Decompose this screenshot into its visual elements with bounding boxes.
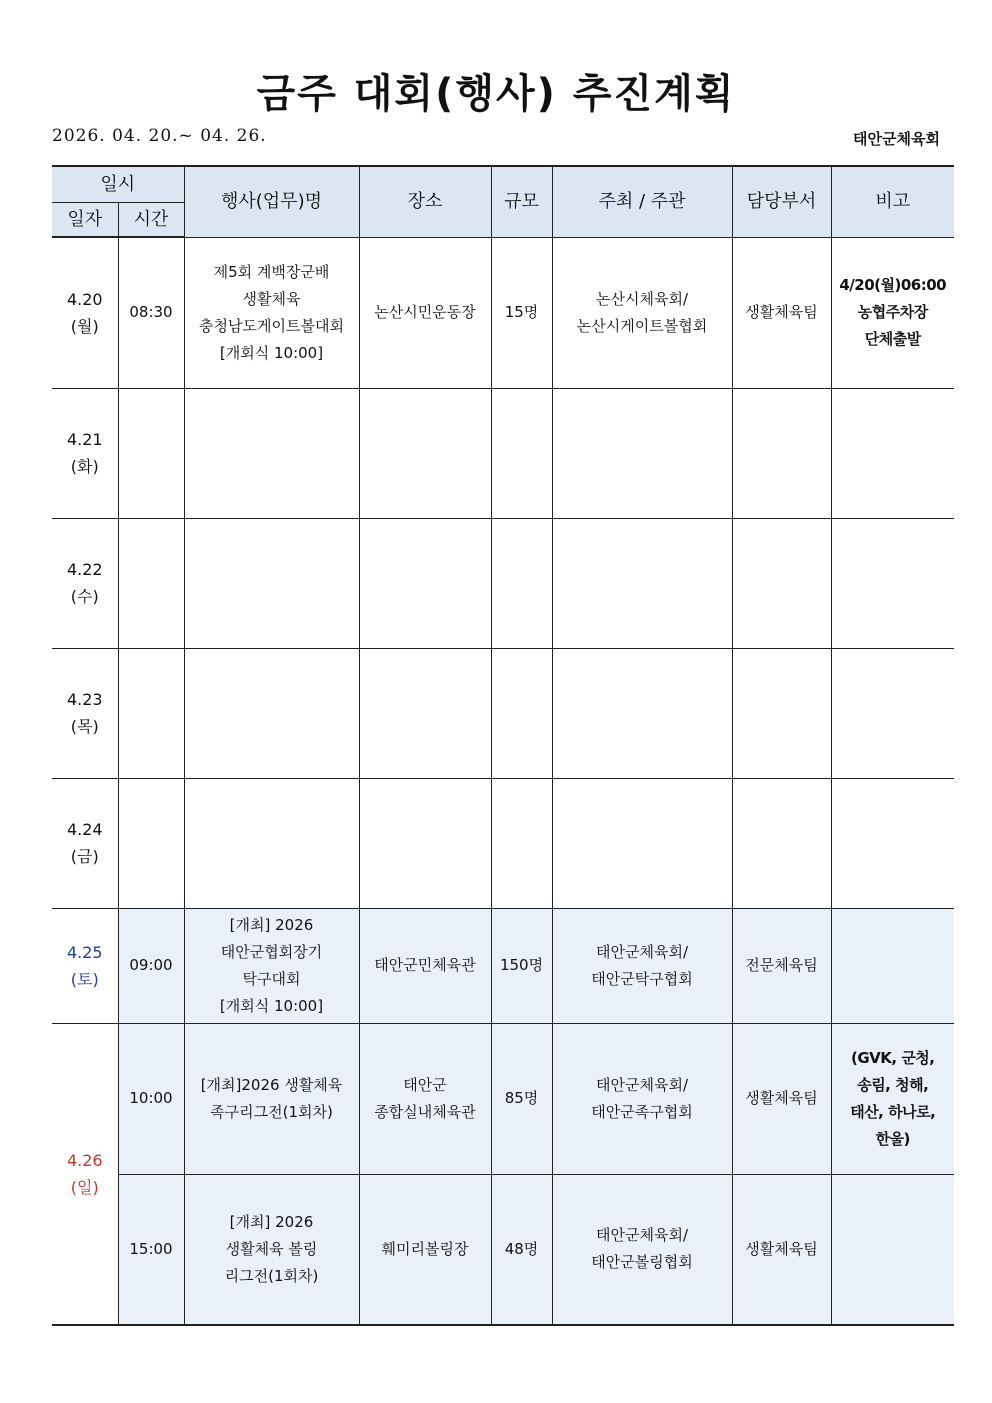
event-cell [184, 237, 359, 388]
department-cell [732, 518, 831, 648]
header-department: 담당부서 [732, 166, 831, 237]
note-cell [831, 237, 954, 388]
host-line: 태안군볼링협회 [591, 1253, 693, 1272]
note-cell [831, 518, 954, 648]
event-cell [184, 778, 359, 908]
date-cell [52, 388, 118, 518]
host-cell [552, 778, 732, 908]
header-venue: 장소 [359, 166, 491, 237]
table-row [52, 778, 954, 908]
organization-name: 태안군체육회 [853, 130, 940, 148]
weekday: (금) [70, 847, 99, 866]
time-cell [118, 518, 184, 648]
weekday: (일) [70, 1177, 99, 1197]
date-value: 4.22 [66, 560, 103, 579]
venue-cell [359, 237, 491, 388]
time-cell: 09:00 [118, 908, 184, 1023]
venue-line: 논산시민운동장 [374, 303, 476, 321]
scale-cell: 48명 [491, 1174, 552, 1325]
table-row [52, 237, 954, 388]
venue-line: 태안군 [403, 1075, 447, 1094]
event-cell [184, 518, 359, 648]
table-row [52, 388, 954, 518]
header-event: 행사(업무)명 [184, 166, 359, 237]
date-cell [52, 237, 118, 388]
note-line: 한울) [875, 1129, 910, 1148]
event-line: [개회식 10:00] [219, 343, 324, 362]
weekday: (목) [70, 717, 99, 736]
note-cell [831, 648, 954, 778]
host-line: 태안군체육회/ [596, 1226, 688, 1245]
host-line: 태안군탁구협회 [591, 969, 693, 988]
event-line: 제5회 계백장군배 [213, 262, 330, 281]
date-value: 4.20 [66, 289, 103, 309]
department-cell: 생활체육팀 [732, 1023, 831, 1174]
time-cell: 10:00 [118, 1023, 184, 1174]
event-line: 리그전(1회차) [224, 1266, 319, 1285]
event-line: [개회식 10:00] [219, 996, 324, 1015]
table-row [52, 648, 954, 778]
table-row [52, 518, 954, 648]
table-row [52, 1023, 954, 1174]
note-cell [831, 1023, 954, 1174]
scale-cell [491, 388, 552, 518]
note-cell [831, 388, 954, 518]
weekday: (수) [70, 587, 99, 606]
event-cell [184, 388, 359, 518]
event-line: 생활체육 [242, 289, 301, 308]
department-cell [732, 778, 831, 908]
table-row [52, 1174, 954, 1325]
header-host: 주최 / 주관 [552, 166, 732, 237]
department-cell: 전문체육팀 [732, 908, 831, 1023]
event-cell [184, 1174, 359, 1325]
venue-line: 훼미리볼링장 [381, 1239, 469, 1258]
event-cell [184, 908, 359, 1023]
header-time: 시간 [118, 202, 184, 237]
time-cell: 15:00 [118, 1174, 184, 1325]
header-scale: 규모 [491, 166, 552, 237]
date-range: 2026. 04. 20.~ 04. 26. [52, 126, 267, 146]
note-line: 농협주차장 [857, 303, 928, 321]
date-cell [52, 518, 118, 648]
note-line: 송림, 청해, [857, 1075, 929, 1094]
host-line: 태안군족구협회 [591, 1102, 693, 1121]
venue-line: 종합실내체육관 [374, 1102, 476, 1121]
event-line: [개최]2026 생활체육 [200, 1075, 343, 1094]
event-line: 족구리그전(1회차) [210, 1102, 333, 1121]
department-cell [732, 648, 831, 778]
header-date: 일자 [52, 202, 118, 237]
date-cell [52, 1023, 118, 1325]
department-cell: 생활체육팀 [732, 1174, 831, 1325]
schedule-table [52, 165, 954, 1326]
event-line: 탁구대회 [242, 969, 301, 988]
venue-cell [359, 388, 491, 518]
host-cell [552, 237, 732, 388]
document-title: 금주 대회(행사) 추진계획 [256, 71, 736, 117]
note-cell [831, 778, 954, 908]
event-cell [184, 1023, 359, 1174]
header-datetime: 일시 [52, 166, 184, 202]
date-value: 4.26 [66, 1150, 103, 1170]
host-cell [552, 1023, 732, 1174]
event-line: 충청남도게이트볼대회 [199, 316, 344, 335]
table-row [52, 908, 954, 1023]
event-line: [개최] 2026 [229, 915, 314, 934]
note-line: 태산, 하나로, [850, 1102, 936, 1121]
scale-cell [491, 648, 552, 778]
host-cell [552, 388, 732, 518]
date-value: 4.25 [66, 942, 103, 962]
scale-cell: 15명 [491, 237, 552, 388]
host-line: 태안군체육회/ [596, 1075, 688, 1094]
event-cell [184, 648, 359, 778]
time-cell [118, 388, 184, 518]
department-cell: 생활체육팀 [732, 237, 831, 388]
venue-cell [359, 908, 491, 1023]
weekday: (토) [70, 969, 99, 989]
date-cell [52, 908, 118, 1023]
host-line: 논산시체육회/ [596, 289, 688, 308]
host-cell [552, 518, 732, 648]
weekday: (화) [70, 457, 99, 476]
note-line: (GVK, 군청, [851, 1048, 935, 1067]
time-cell: 08:30 [118, 237, 184, 388]
venue-line: 태안군민체육관 [374, 956, 476, 974]
date-cell [52, 648, 118, 778]
department-cell [732, 388, 831, 518]
note-line: 단체출발 [864, 330, 921, 348]
venue-cell [359, 778, 491, 908]
note-cell [831, 1174, 954, 1325]
host-line: 태안군체육회/ [596, 942, 688, 961]
date-value: 4.21 [66, 430, 103, 449]
host-line: 논산시게이트볼협회 [576, 316, 708, 335]
time-cell [118, 778, 184, 908]
date-value: 4.24 [66, 820, 103, 839]
venue-cell [359, 1174, 491, 1325]
host-cell [552, 908, 732, 1023]
date-cell [52, 778, 118, 908]
venue-cell [359, 648, 491, 778]
event-line: 생활체육 볼링 [225, 1239, 318, 1258]
event-line: [개최] 2026 [229, 1212, 314, 1231]
host-cell [552, 648, 732, 778]
header-note: 비고 [831, 166, 954, 237]
event-line: 태안군협회장기 [220, 942, 323, 961]
scale-cell: 150명 [491, 908, 552, 1023]
date-value: 4.23 [66, 690, 103, 709]
note-cell [831, 908, 954, 1023]
venue-cell [359, 1023, 491, 1174]
scale-cell [491, 778, 552, 908]
scale-cell [491, 518, 552, 648]
venue-cell [359, 518, 491, 648]
scale-cell: 85명 [491, 1023, 552, 1174]
time-cell [118, 648, 184, 778]
note-line: 4/20(월)06:00 [839, 276, 947, 294]
weekday: (월) [70, 316, 99, 336]
host-cell [552, 1174, 732, 1325]
